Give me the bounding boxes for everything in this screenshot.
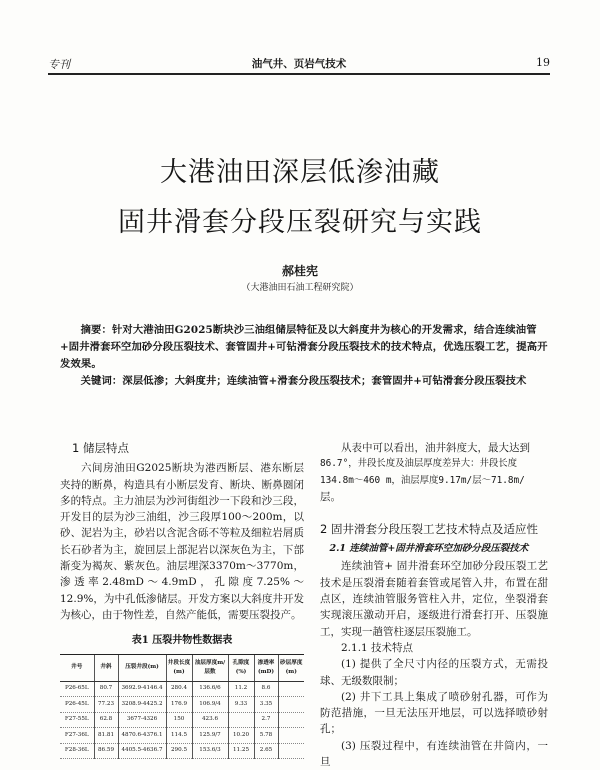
table-cell (228, 712, 254, 728)
journal-topic: 油气井、页岩气技术 (251, 58, 347, 70)
table-cell: 8.6 (254, 681, 278, 697)
title-line-2: 固井滑套分段压裂研究与实践 (118, 207, 482, 238)
table-cell: 4405.5-4636.7 (118, 743, 166, 759)
journal-section: 专刊 (48, 58, 70, 71)
table-row (60, 681, 304, 697)
para-summary-line4: 层。 (320, 490, 341, 503)
table-cell: P26-45L (60, 697, 94, 713)
abstract (60, 322, 548, 373)
table-cell: 423.6 (192, 712, 228, 728)
table-cell: 136.6/6 (192, 681, 228, 697)
table-cell: 11.25 (228, 743, 254, 759)
right-column (320, 440, 548, 770)
abstract-label: 摘要： (80, 324, 112, 336)
keywords (60, 373, 548, 390)
para-summary-line1: 从表中可以看出，油井斜度大，最大达到 (341, 442, 530, 454)
table-cell: 3677-4326 (118, 712, 166, 728)
table-cell: 3208.9-4425.2 (118, 697, 166, 713)
table-cell (278, 681, 304, 697)
table-row (60, 712, 304, 728)
table-cell: 80.7 (94, 681, 118, 697)
table-cell: F28-36L (60, 743, 94, 759)
table-header-cell: 油层厚度m/层数 (192, 654, 228, 681)
table-cell: P26-65L (60, 681, 94, 697)
table-cell: 153.6/3 (192, 743, 228, 759)
list-item-3: (3) 压裂过程中，有连续油管在井筒内，一旦 (320, 739, 548, 769)
table-cell: 2.7 (254, 712, 278, 728)
affiliation: （大港油田石油工程研究院） (241, 283, 359, 293)
table-cell: 125.9/7 (192, 728, 228, 744)
table-cell: 77.23 (94, 697, 118, 713)
paper-title (0, 148, 600, 248)
table-cell: F27-55L (60, 712, 94, 728)
data-table (60, 654, 304, 760)
table-cell: 62.8 (94, 712, 118, 728)
table-cell (278, 712, 304, 728)
paragraph-reservoir: 六间房油田G2025断块为港西断层、港东断层夹持的断鼻，构造具有小断层发育、断块、断鼻圈闭多的特点。主力油层为沙河街组沙一下段和沙三段，开发目的层为沙三油组，沙三段厚100～200m，以砂、泥岩为主，砂岩以含泥含砾不等粒及细粒岩屑质长石砂者为主，旋回层上部泥岩以深灰色为主，下部渐变为褐灰、紫灰色。油层埋深3370m～3770m，渗透率2.48mD～4.9mD，孔隙度7.25%～12.9%，为中孔低渗储层。开发方案以大斜度井开发为核心，由于物性差，自然产能低，需要压裂投产。 (60, 462, 304, 621)
para-summary-line2: 86.7°，井段长度及油层厚度差异大：井段长度 (320, 458, 517, 470)
table-cell: 9.33 (228, 697, 254, 713)
keywords-label: 关键词： (80, 375, 123, 387)
abstract-block (60, 322, 548, 390)
table-cell: 5.78 (254, 728, 278, 744)
table-header-cell: 井段长度(m) (166, 654, 192, 681)
table-caption: 表1 压裂井物性数据表 (131, 635, 233, 647)
table-header-cell: 孔隙度(%) (228, 654, 254, 681)
table-cell: 86.59 (94, 743, 118, 759)
running-header (48, 56, 550, 72)
table-cell: 3.35 (254, 697, 278, 713)
table-cell: 81.81 (94, 728, 118, 744)
subsection-heading-2-1: 2.1 连续油管+固井滑套环空加砂分段压裂技术 (329, 543, 529, 555)
keywords-text: 深层低渗；大斜度井；连续油管+滑套分段压裂技术；套管固井+可钻滑套分段压裂技术 (122, 375, 527, 387)
list-item-1: (1) 提供了全尺寸内径的压裂方式，无需投球、无级数限制； (320, 658, 548, 687)
section-heading-1: 1 储层特点 (72, 441, 129, 455)
para-summary-line3: 134.8m～460 m，油层厚度9.17m/层～71.8m/ (320, 474, 525, 486)
header-rule (48, 73, 550, 75)
table-row (60, 697, 304, 713)
table-header-row (60, 654, 304, 681)
list-item-2: (2) 井下工具上集成了喷砂射孔器，可作为防范措施，一旦无法压开地层，可以选择喷砂射孔； (320, 690, 548, 736)
table-header-cell: 井斜 (94, 654, 118, 681)
table-header-cell: 砂层厚度(m) (278, 654, 304, 681)
table-cell: 150 (166, 712, 192, 728)
table-body (60, 681, 304, 759)
table-cell: 290.5 (166, 743, 192, 759)
table-cell: 4870.6-4376.1 (118, 728, 166, 744)
table-cell (278, 697, 304, 713)
page-number: 19 (536, 56, 550, 69)
table-cell: 106.9/4 (192, 697, 228, 713)
table-cell: 176.9 (166, 697, 192, 713)
table-cell: 10.20 (228, 728, 254, 744)
left-column (60, 440, 304, 759)
table-cell: F27-36L (60, 728, 94, 744)
table-cell: 2.65 (254, 743, 278, 759)
para-summary (320, 440, 548, 505)
table-cell: 280.4 (166, 681, 192, 697)
table-cell: 114.5 (166, 728, 192, 744)
section-heading-2: 2 固井滑套分段压裂工艺技术特点及适应性 (320, 522, 538, 537)
subsubsection-heading-2-1-1: 2.1.1 技术特点 (341, 641, 414, 654)
table-header-cell: 压裂井段(m) (118, 654, 166, 681)
table-cell (278, 728, 304, 744)
table-row (60, 728, 304, 744)
title-line-1: 大港油田深层低渗油藏 (160, 157, 440, 188)
table-header-cell: 井号 (60, 654, 94, 681)
paragraph-technique: 连续油管+ 固井滑套环空加砂分段压裂工艺技术是压裂滑套随着套管或尾管入井，布置在甜点区，连续油管服务管柱入井，定位，坐裂滑套实现滚压激动开启，逐级进行滑套打开、压裂施工，实现一趟管柱逐层压裂施工。 (320, 560, 548, 638)
table-cell: 3692.9-4146.4 (118, 681, 166, 697)
table-cell: 11.2 (228, 681, 254, 697)
abstract-text: 针对大港油田G2025断块沙三油组储层特征及以大斜度井为核心的开发需求，结合连续油管+固井滑套环空加砂分段压裂技术、套管固井+可钻滑套分段压裂技术的技术特点，优选压裂工艺，提高开发效果。 (60, 324, 548, 370)
author: 郝桂宪 (281, 264, 318, 278)
table-header-cell: 渗透率(mD) (254, 654, 278, 681)
